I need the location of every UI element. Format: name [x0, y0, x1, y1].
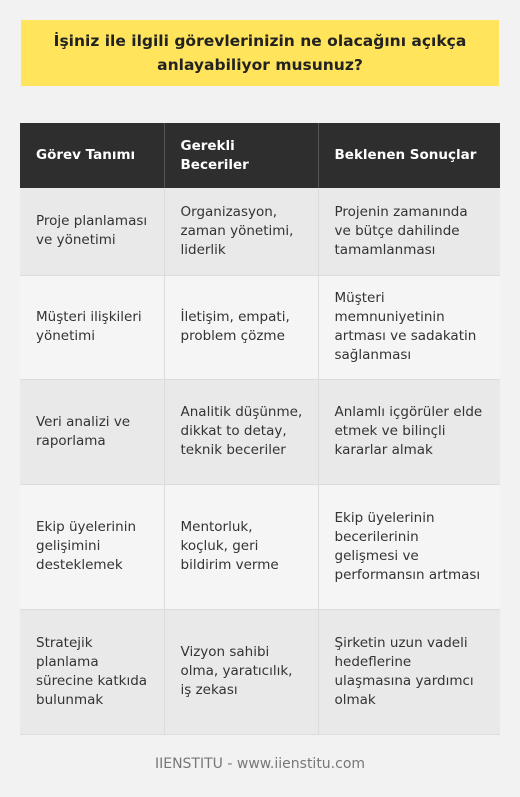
table-cell: İletişim, empati, problem çözme — [164, 275, 318, 379]
footer-credit: IIENSTITU - www.iienstitu.com — [154, 756, 366, 772]
table-cell: Anlamlı içgörüler elde etmek ve bilinçli kararlar almak — [318, 379, 500, 484]
table-cell: Ekip üyelerinin becerilerinin gelişmesi ve performansın artması — [318, 484, 500, 609]
tasks-table — [20, 123, 500, 735]
table-cell: Organizasyon, zaman yönetimi, liderlik — [164, 188, 318, 275]
column-header-results: Beklenen Sonuçlar — [318, 123, 500, 188]
table-cell: Projenin zamanında ve bütçe dahilinde tamamlanması — [318, 188, 500, 275]
table-cell: Şirketin uzun vadeli hedeflerine ulaşmasına yardımcı olmak — [318, 609, 500, 734]
table-row — [20, 609, 500, 734]
table-cell: Vizyon sahibi olma, yaratıcılık, iş zekası — [164, 609, 318, 734]
column-header-skills: Gerekli Beceriler — [164, 123, 318, 188]
table-cell: Analitik düşünme, dikkat to detay, teknik beceriler — [164, 379, 318, 484]
table-row — [20, 484, 500, 609]
table-header-row — [20, 123, 500, 188]
table-cell: Veri analizi ve raporlama — [20, 379, 164, 484]
table-row — [20, 379, 500, 484]
table-cell: Müşteri ilişkileri yönetimi — [20, 275, 164, 379]
table-cell: Proje planlaması ve yönetimi — [20, 188, 164, 275]
title-banner — [21, 20, 499, 86]
table-cell: Stratejik planlama sürecine katkıda bulunmak — [20, 609, 164, 734]
table-row — [20, 188, 500, 275]
table-cell: Müşteri memnuniyetinin artması ve sadakatin sağlanması — [318, 275, 500, 379]
table-cell: Ekip üyelerinin gelişimini desteklemek — [20, 484, 164, 609]
table-row — [20, 275, 500, 379]
column-header-task: Görev Tanımı — [20, 123, 164, 188]
page-title: İşiniz ile ilgili görevlerinizin ne olacağını açıkça anlayabiliyor musunuz? — [53, 32, 467, 74]
table-cell: Mentorluk, koçluk, geri bildirim verme — [164, 484, 318, 609]
